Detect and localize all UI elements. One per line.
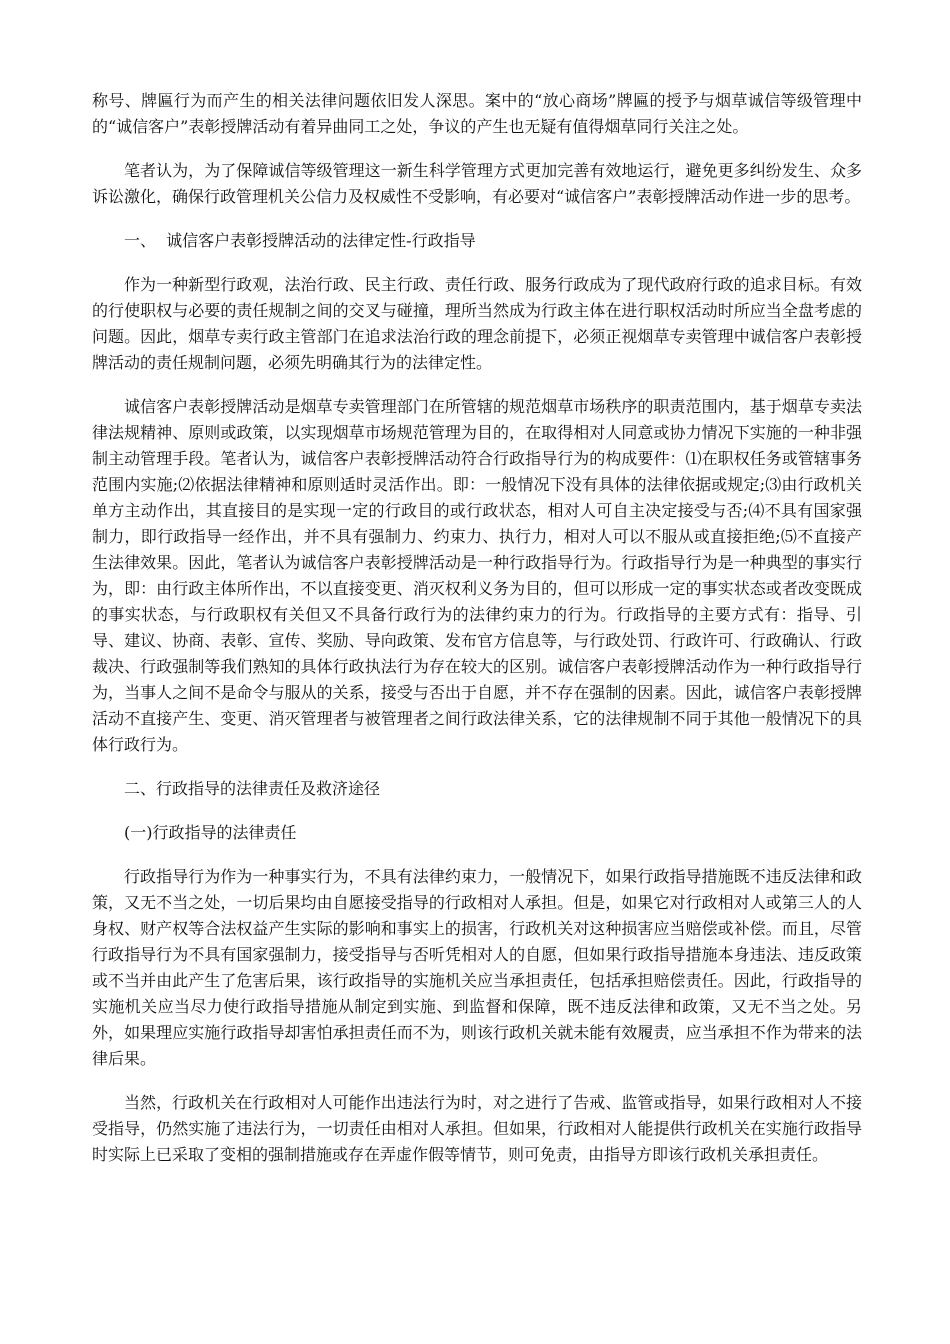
subsection-heading-1: (一)行政指导的法律责任: [124, 823, 297, 842]
paragraph-continued: 称号、牌匾行为而产生的相关法律问题依旧发人深思。案中的“放心商场”牌匾的授予与烟草诚信等级管理中的“诚信客户”表彰授牌活动有着异曲同工之处，争议的产生也无疑有值得烟草同行关注之处。: [92, 91, 862, 136]
document-body: [92, 88, 862, 1186]
paragraph-author-view: 笔者认为，为了保障诚信等级管理这一新生科学管理方式更加完善有效地运行，避免更多纠纷发生、众多诉讼激化，确保行政管理机关公信力及权威性不受影响，有必要对“诚信客户”表彰授牌活动作进一步的思考。: [92, 161, 862, 206]
section-heading-1: 一、 诚信客户表彰授牌活动的法律定性-行政指导: [124, 231, 476, 250]
paragraph-legal-liability: 行政指导行为作为一种事实行为，不具有法律约束力，一般情况下，如果行政指导措施既不违反法律和政策，又无不当之处，一切后果均由自愿接受指导的行政相对人承担。但是，如果它对行政相对人或第三人的人身权、财产权等合法权益产生实际的影响和事实上的损害，行政机关对这种损害应当赔偿或补偿。而且，尽管行政指导行为不具有国家强制力，接受指导与否听凭相对人的自愿，但如果行政指导措施本身违法、违反政策或不当并由此产生了危害后果，该行政指导的实施机关应当承担责任，包括承担赔偿责任。因此，行政指导的实施机关应当尽力使行政指导措施从制定到实施、到监督和保障，既不违反法律和政策，又无不当之处。另外，如果理应实施行政指导却害怕承担责任而不为，则该行政机关就未能有效履责，应当承担不作为带来的法律后果。: [92, 867, 862, 1068]
section-heading-2: 二、行政指导的法律责任及救济途径: [124, 779, 381, 798]
paragraph-exemption: 当然，行政机关在行政相对人可能作出违法行为时，对之进行了告戒、监管或指导，如果行政相对人不接受指导，仍然实施了违法行为，一切责任由相对人承担。但如果，行政相对人能提供行政机关在实施行政指导时实际上已采取了变相的强制措施或存在弄虚作假等情节，则可免责，由指导方即该行政机关承担责任。: [92, 1093, 862, 1164]
paragraph-administrative-concept: 作为一种新型行政观，法治行政、民主行政、责任行政、服务行政成为了现代政府行政的追求目标。有效的行使职权与必要的责任规制之间的交叉与碰撞，理所当然成为行政主体在进行职权活动时所应当全盘考虑的问题。因此，烟草专卖行政主管部门在追求法治行政的理念前提下，必须正视烟草专卖管理中诚信客户表彰授牌活动的责任规制问题，必须先明确其行为的法律定性。: [92, 275, 862, 372]
paragraph-legal-nature: 诚信客户表彰授牌活动是烟草专卖管理部门在所管辖的规范烟草市场秩序的职责范围内，基于烟草专卖法律法规精神、原则或政策，以实现烟草市场规范管理为目的，在取得相对人同意或协力情况下实施的一种非强制主动管理手段。笔者认为，诚信客户表彰授牌活动符合行政指导行为的构成要件：⑴在职权任务或管辖事务范围内实施;⑵依据法律精神和原则适时灵活作出。即：一般情况下没有具体的法律依据或规定;⑶由行政机关单方主动作出，其直接目的是实现一定的行政目的或行政状态，相对人可自主决定接受与否;⑷不具有国家强制力，即行政指导一经作出，并不具有强制力、约束力、执行力，相对人可以不服从或直接拒绝;⑸不直接产生法律效果。因此，笔者认为诚信客户表彰授牌活动是一种行政指导行为。行政指导行为是一种典型的事实行为，即：由行政主体所作出，不以直接变更、消灭权利义务为目的，但可以形成一定的事实状态或者改变既成的事实状态，与行政职权有关但又不具备行政行为的法律约束力的行为。行政指导的主要方式有：指导、引导、建议、协商、表彰、宣传、奖励、导向政策、发布官方信息等，与行政处罚、行政许可、行政确认、行政裁决、行政强制等我们熟知的具体行政执法行为存在较大的区别。诚信客户表彰授牌活动作为一种行政指导行为，当事人之间不是命令与服从的关系，接受与否出于自愿，并不存在强制的因素。因此，诚信客户表彰授牌活动不直接产生、变更、消灭管理者与被管理者之间行政法律关系，它的法律规制不同于其他一般情况下的具体行政行为。: [92, 397, 862, 754]
